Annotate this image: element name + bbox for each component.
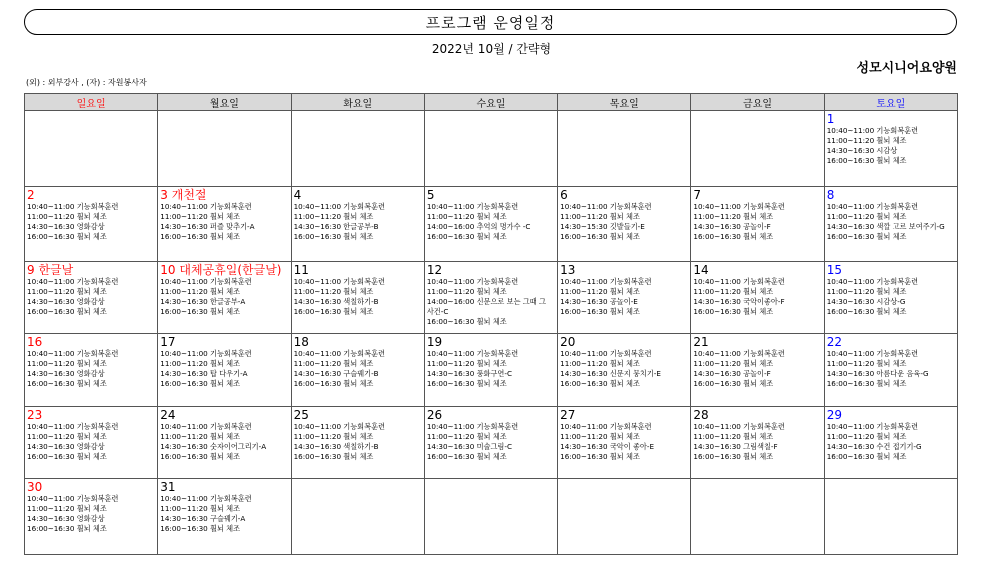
- legend-note: (외) : 외부강사 , (자) : 자원봉사자: [26, 78, 147, 87]
- day-number: 19: [426, 335, 443, 349]
- day-cell: [558, 111, 691, 187]
- day-cell: [424, 111, 557, 187]
- weekday-header-fri: 금요일: [691, 94, 824, 111]
- schedule-entry: 11:00~11:20 휠뇌 체조: [826, 359, 907, 369]
- schedule-entry: 14:30~16:30 그림색칠-F: [693, 442, 778, 452]
- day-cell: [558, 334, 691, 407]
- weekday-header-mon: 월요일: [158, 94, 291, 111]
- schedule-entry: 14:30~16:30 색깔 고르 보여주기-G: [826, 222, 945, 232]
- schedule-entry: 11:00~11:20 휠뇌 체조: [160, 504, 241, 514]
- schedule-entry: 14:00~16:00 추억의 명가수 -C: [426, 222, 531, 232]
- schedule-entry: 14:30~16:30 색칠하기-B: [293, 442, 379, 452]
- schedule-entry: 11:00~11:20 휠뇌 체조: [27, 212, 107, 222]
- weekday-header-tue: 화요일: [291, 94, 424, 111]
- schedule-entry: 10:40~11:00 기능회복훈련: [693, 202, 785, 211]
- day-cell: [824, 262, 957, 334]
- schedule-entry: 14:30~16:30 한글공부-B: [293, 222, 379, 232]
- calendar-table: [24, 93, 958, 555]
- day-cell: [691, 479, 824, 555]
- schedule-entry: 16:00~16:30 휠뇌 체조: [27, 452, 107, 462]
- day-cell: [824, 479, 957, 555]
- week-row: [25, 111, 958, 187]
- schedule-entry: 16:00~16:30 휠뇌 체조: [27, 232, 107, 242]
- schedule-entry: 11:00~11:20 휠뇌 체조: [426, 287, 507, 297]
- schedule-entry: 16:00~16:30 휠뇌 체조: [426, 232, 507, 242]
- schedule-entry: 11:00~11:20 휠뇌 체조: [27, 504, 107, 514]
- day-cell: [558, 262, 691, 334]
- schedule-entry: 10:40~11:00 기능회복훈련: [826, 349, 919, 358]
- schedule-entry: 11:00~11:20 휠뇌 체조: [27, 359, 107, 369]
- schedule-entry: 10:40~11:00 기능회복훈련: [160, 494, 252, 503]
- schedule-entry: 10:40~11:00 기능회복훈련: [826, 422, 919, 431]
- schedule-entry: 16:00~16:30 휠뇌 체조: [27, 524, 107, 534]
- day-number: 30: [27, 480, 43, 494]
- day-cell: [424, 334, 557, 407]
- day-number: 27: [560, 408, 576, 422]
- schedule-entry: 14:30~16:30 국악이 좋아-E: [560, 442, 654, 452]
- week-row: [25, 407, 958, 479]
- day-number: 20: [560, 335, 576, 349]
- schedule-entry: 10:40~11:00 기능회복훈련: [27, 349, 119, 358]
- day-cell: [691, 407, 824, 479]
- day-cell: [291, 334, 424, 407]
- schedule-entry: 16:00~16:30 휠뇌 체조: [426, 452, 507, 462]
- organization-name: 성모시니어요양원: [856, 61, 957, 76]
- schedule-entry: 10:40~11:00 기능회복훈련: [426, 422, 519, 431]
- day-cell: [158, 479, 291, 555]
- day-cell: [691, 334, 824, 407]
- schedule-entry: 10:40~11:00 기능회복훈련: [160, 277, 252, 286]
- schedule-entry: 11:00~11:20 휠뇌 체조: [560, 287, 640, 297]
- schedule-entry: 11:00~11:20 휠뇌 체조: [560, 212, 640, 222]
- schedule-entry: 11:00~11:20 휠뇌 체조: [426, 359, 507, 369]
- schedule-entry: 10:40~11:00 기능회복훈련: [693, 277, 785, 286]
- schedule-entry: 10:40~11:00 기능회복훈련: [560, 349, 652, 358]
- schedule-entry: 14:30~16:30 시감상: [826, 146, 898, 156]
- day-number: 3 개천절: [160, 188, 207, 202]
- schedule-entry: 16:00~16:30 휠뇌 체조: [293, 232, 374, 242]
- schedule-entry: 14:30~16:30 미술그림-C: [426, 442, 512, 452]
- schedule-entry: 14:00~16:00 신문으로 보는 그때 그 사건-C: [426, 297, 546, 317]
- schedule-entry: 16:00~16:30 휠뇌 체조: [27, 307, 107, 317]
- schedule-entry: 16:00~16:30 휠뇌 체조: [160, 307, 241, 317]
- day-cell: [691, 111, 824, 187]
- day-number: 13: [560, 263, 576, 277]
- schedule-entry: 10:40~11:00 기능회복훈련: [826, 277, 919, 286]
- schedule-entry: 14:30~16:30 숫자이어그리기-A: [160, 442, 267, 452]
- day-number: 12: [426, 263, 443, 277]
- week-row: [25, 187, 958, 262]
- schedule-entry: 10:40~11:00 기능회복훈련: [160, 422, 252, 431]
- schedule-entry: 11:00~11:20 휠뇌 체조: [160, 212, 241, 222]
- day-number: 24: [160, 408, 176, 422]
- schedule-entry: 14:30~16:30 색칠하기-B: [293, 297, 379, 307]
- schedule-entry: 10:40~11:00 기능회복훈련: [27, 494, 119, 503]
- day-number: 22: [826, 335, 842, 349]
- day-cell: [25, 187, 158, 262]
- schedule-entry: 14:30~16:30 신문지 뭉치기-E: [560, 369, 661, 379]
- day-cell: [291, 479, 424, 555]
- day-number: 16: [27, 335, 43, 349]
- schedule-entry: 14:30~16:30 수건 접기기-G: [826, 442, 922, 452]
- schedule-entry: 14:30~16:30 구슬꿰기-B: [293, 369, 379, 379]
- schedule-entry: 11:00~11:20 휠뇌 체조: [693, 432, 774, 442]
- schedule-entry: 11:00~11:20 휠뇌 체조: [693, 212, 774, 222]
- day-cell: [158, 187, 291, 262]
- weekday-header-thu: 목요일: [558, 94, 691, 111]
- day-number: 10 대체공휴일(한글날): [160, 263, 282, 277]
- schedule-entry: 10:40~11:00 기능회복훈련: [293, 349, 385, 358]
- weekday-header-sat: 토요일: [824, 94, 957, 111]
- schedule-entry: 10:40~11:00 기능회복훈련: [426, 349, 519, 358]
- weekday-header-row: [25, 94, 958, 111]
- schedule-entry: 11:00~11:20 휠뇌 체조: [826, 432, 907, 442]
- day-number: 5: [426, 188, 435, 202]
- schedule-entry: 10:40~11:00 기능회복훈련: [293, 202, 385, 211]
- schedule-entry: 11:00~11:20 휠뇌 체조: [826, 212, 907, 222]
- schedule-entry: 16:00~16:30 휠뇌 체조: [160, 524, 241, 534]
- day-number: 25: [293, 408, 309, 422]
- schedule-entry: 11:00~11:20 휠뇌 체조: [293, 359, 374, 369]
- day-cell: [158, 262, 291, 334]
- day-number: 15: [826, 263, 842, 277]
- schedule-entry: 16:00~16:30 휠뇌 체조: [826, 156, 907, 166]
- schedule-entry: 10:40~11:00 기능회복훈련: [560, 277, 652, 286]
- day-cell: [158, 407, 291, 479]
- schedule-entry: 11:00~11:20 휠뇌 체조: [560, 359, 640, 369]
- day-cell: [424, 479, 557, 555]
- schedule-entry: 11:00~11:20 휠뇌 체조: [560, 432, 640, 442]
- day-cell: [824, 407, 957, 479]
- week-row: [25, 262, 958, 334]
- day-number: 17: [160, 335, 176, 349]
- day-cell: [824, 111, 957, 187]
- day-number: 31: [160, 480, 176, 494]
- day-cell: [158, 111, 291, 187]
- schedule-entry: 14:30~16:30 공놀이-F: [693, 222, 771, 232]
- schedule-entry: 14:30~16:30 영화감상: [27, 514, 105, 524]
- day-number: 7: [693, 188, 702, 202]
- schedule-entry: 14:30~16:30 공놀이-F: [693, 369, 771, 379]
- schedule-entry: 16:00~16:30 휠뇌 체조: [560, 307, 640, 317]
- schedule-entry: 14:30~16:30 국악이좋아-F: [693, 297, 785, 307]
- day-cell: [158, 334, 291, 407]
- schedule-entry: 16:00~16:30 휠뇌 체조: [826, 307, 907, 317]
- schedule-entry: 11:00~11:20 휠뇌 체조: [160, 359, 241, 369]
- day-cell: [25, 334, 158, 407]
- schedule-entry: 16:00~16:30 휠뇌 체조: [426, 317, 507, 327]
- schedule-entry: 11:00~11:20 휠뇌 체조: [293, 287, 374, 297]
- weekday-header-sun: 일요일: [25, 94, 158, 111]
- schedule-entry: 11:00~11:20 휠뇌 체조: [826, 136, 907, 146]
- day-number: 23: [27, 408, 43, 422]
- day-number: 9 한글날: [27, 263, 74, 277]
- schedule-entry: 14:30~15:30 깃발들기-E: [560, 222, 645, 232]
- schedule-entry: 16:00~16:30 휠뇌 체조: [160, 232, 241, 242]
- schedule-entry: 16:00~16:30 휠뇌 체조: [693, 452, 774, 462]
- schedule-entry: 14:30~16:30 퍼즐 맞추기-A: [160, 222, 255, 232]
- day-cell: [691, 187, 824, 262]
- schedule-entry: 16:00~16:30 휠뇌 체조: [293, 307, 374, 317]
- schedule-entry: 10:40~11:00 기능회복훈련: [27, 422, 119, 431]
- week-row: [25, 334, 958, 407]
- day-cell: [424, 262, 557, 334]
- schedule-entry: 14:30~16:30 풍화구연-C: [426, 369, 512, 379]
- schedule-entry: 11:00~11:20 휠뇌 체조: [293, 212, 374, 222]
- day-cell: [824, 334, 957, 407]
- schedule-entry: 11:00~11:20 휠뇌 체조: [27, 287, 107, 297]
- schedule-entry: 16:00~16:30 휠뇌 체조: [560, 452, 640, 462]
- day-cell: [558, 187, 691, 262]
- schedule-entry: 14:30~16:30 한글공부-A: [160, 297, 246, 307]
- schedule-entry: 16:00~16:30 휠뇌 체조: [693, 232, 774, 242]
- schedule-entry: 16:00~16:30 휠뇌 체조: [293, 379, 374, 389]
- schedule-entry: 10:40~11:00 기능회복훈련: [426, 277, 519, 286]
- schedule-entry: 16:00~16:30 휠뇌 체조: [160, 452, 241, 462]
- schedule-entry: 10:40~11:00 기능회복훈련: [426, 202, 519, 211]
- schedule-entry: 16:00~16:30 휠뇌 체조: [560, 232, 640, 242]
- day-number: 18: [293, 335, 309, 349]
- schedule-entry: 11:00~11:20 휠뇌 체조: [426, 212, 507, 222]
- day-cell: [291, 187, 424, 262]
- day-number: 28: [693, 408, 709, 422]
- schedule-entry: 16:00~16:30 휠뇌 체조: [826, 232, 907, 242]
- schedule-entry: 14:30~16:30 시감상-G: [826, 297, 906, 307]
- day-cell: [291, 262, 424, 334]
- schedule-entry: 16:00~16:30 휠뇌 체조: [160, 379, 241, 389]
- week-row: [25, 479, 958, 555]
- schedule-entry: 10:40~11:00 기능회복훈련: [27, 202, 119, 211]
- schedule-entry: 11:00~11:20 휠뇌 체조: [426, 432, 507, 442]
- schedule-entry: 16:00~16:30 휠뇌 체조: [693, 379, 774, 389]
- schedule-entry: 10:40~11:00 기능회복훈련: [160, 202, 252, 211]
- schedule-entry: 16:00~16:30 휠뇌 체조: [293, 452, 374, 462]
- schedule-entry: 11:00~11:20 휠뇌 체조: [693, 359, 774, 369]
- schedule-entry: 11:00~11:20 휠뇌 체조: [826, 287, 907, 297]
- schedule-entry: 16:00~16:30 휠뇌 체조: [826, 452, 907, 462]
- page-title: 프로그램 운영일정: [24, 9, 957, 35]
- schedule-entry: 10:40~11:00 기능회복훈련: [560, 202, 652, 211]
- schedule-entry: 14:30~16:30 구슬꿰기-A: [160, 514, 246, 524]
- day-number: 4: [293, 188, 302, 202]
- schedule-entry: 11:00~11:20 휠뇌 체조: [293, 432, 374, 442]
- day-cell: [824, 187, 957, 262]
- day-number: 8: [826, 188, 835, 202]
- schedule-entry: 16:00~16:30 휠뇌 체조: [826, 379, 907, 389]
- day-cell: [691, 262, 824, 334]
- schedule-entry: 14:30~16:30 영화감상: [27, 297, 105, 307]
- schedule-entry: 14:30~16:30 영화감상: [27, 222, 105, 232]
- schedule-entry: 16:00~16:30 휠뇌 체조: [27, 379, 107, 389]
- day-number: 26: [426, 408, 443, 422]
- schedule-entry: 14:30~16:30 공놀이-E: [560, 297, 638, 307]
- schedule-entry: 16:00~16:30 휠뇌 체조: [560, 379, 640, 389]
- schedule-entry: 11:00~11:20 휠뇌 체조: [160, 432, 241, 442]
- schedule-entry: 10:40~11:00 기능회복훈련: [27, 277, 119, 286]
- day-cell: [424, 187, 557, 262]
- schedule-entry: 14:30~16:30 아름다운 음육-G: [826, 369, 929, 379]
- schedule-entry: 14:30~16:30 영화감상: [27, 442, 105, 452]
- schedule-entry: 10:40~11:00 기능회복훈련: [293, 422, 385, 431]
- day-cell: [25, 111, 158, 187]
- schedule-entry: 10:40~11:00 기능회복훈련: [826, 202, 919, 211]
- day-number: 11: [293, 263, 309, 277]
- page-subtitle: 2022년 10월 / 간략형: [431, 42, 552, 56]
- day-cell: [25, 479, 158, 555]
- schedule-entry: 10:40~11:00 기능회복훈련: [826, 126, 919, 135]
- schedule-entry: 10:40~11:00 기능회복훈련: [560, 422, 652, 431]
- schedule-entry: 11:00~11:20 휠뇌 체조: [160, 287, 241, 297]
- day-cell: [558, 479, 691, 555]
- schedule-entry: 11:00~11:20 휠뇌 체조: [693, 287, 774, 297]
- schedule-entry: 14:30~16:30 영화감상: [27, 369, 105, 379]
- schedule-entry: 14:30~16:30 탑 다우기-A: [160, 369, 248, 379]
- day-cell: [424, 407, 557, 479]
- day-cell: [291, 111, 424, 187]
- day-number: 21: [693, 335, 709, 349]
- schedule-entry: 16:00~16:30 휠뇌 체조: [693, 307, 774, 317]
- day-cell: [291, 407, 424, 479]
- schedule-entry: 10:40~11:00 기능회복훈련: [160, 349, 252, 358]
- weekday-header-wed: 수요일: [424, 94, 557, 111]
- day-number: 14: [693, 263, 709, 277]
- schedule-entry: 16:00~16:30 휠뇌 체조: [426, 379, 507, 389]
- day-cell: [25, 262, 158, 334]
- day-number: 2: [27, 188, 35, 202]
- schedule-entry: 10:40~11:00 기능회복훈련: [693, 422, 785, 431]
- schedule-entry: 11:00~11:20 휠뇌 체조: [27, 432, 107, 442]
- schedule-entry: 10:40~11:00 기능회복훈련: [293, 277, 385, 286]
- schedule-entry: 10:40~11:00 기능회복훈련: [693, 349, 785, 358]
- day-number: 6: [560, 188, 568, 202]
- day-cell: [558, 407, 691, 479]
- day-number: 29: [826, 408, 842, 422]
- day-number: 1: [826, 112, 835, 126]
- day-cell: [25, 407, 158, 479]
